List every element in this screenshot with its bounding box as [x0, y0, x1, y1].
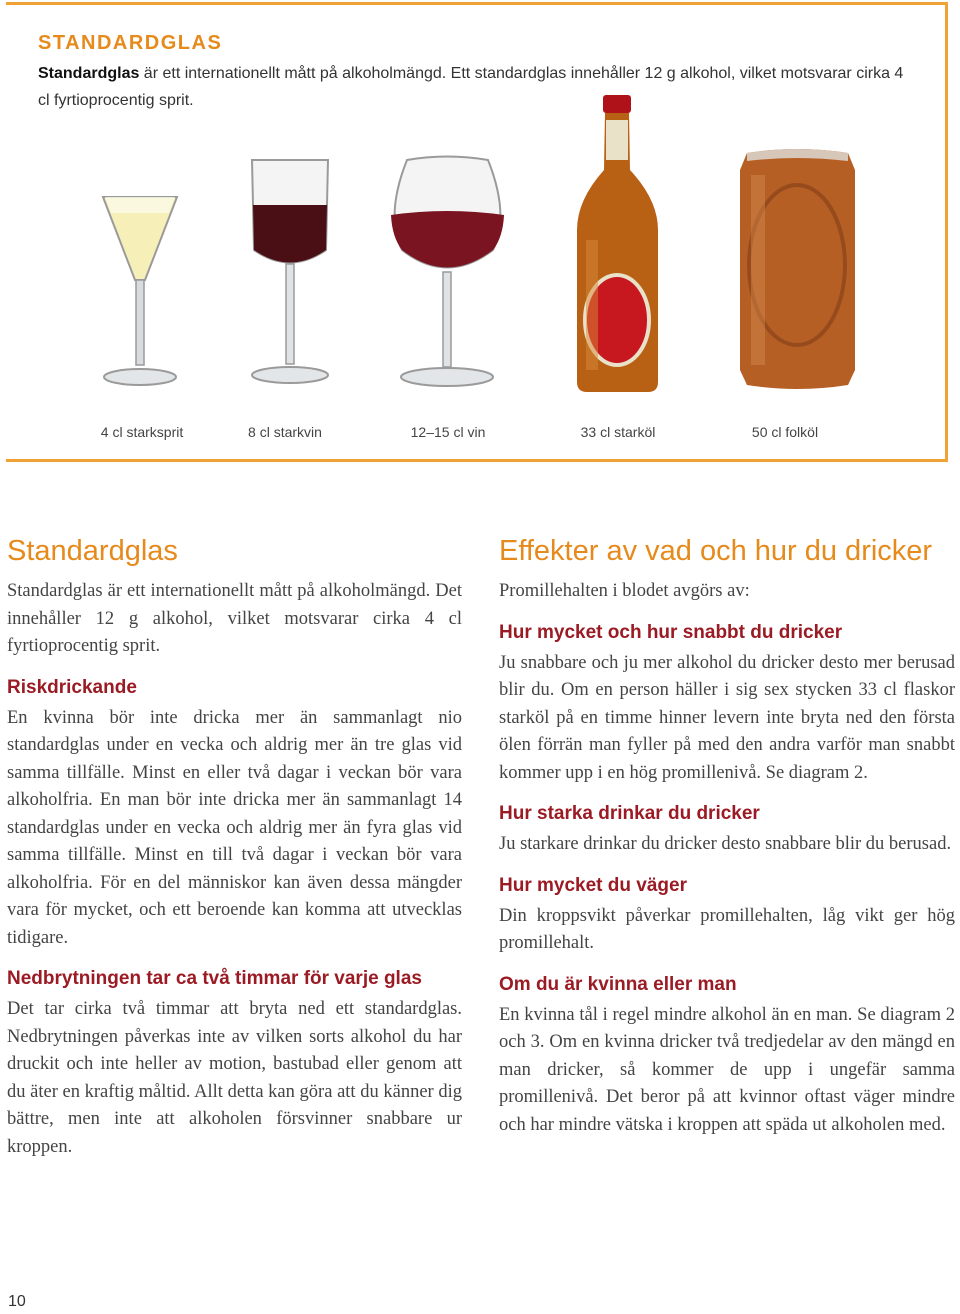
box-title: STANDARDGLAS	[38, 32, 223, 54]
text-hur-starka: Ju starkare drinkar du dricker desto snabbare blir du berusad.	[499, 834, 952, 854]
wine-glass-icon	[385, 155, 510, 390]
caption-light-beer: 50 cl folköl	[751, 424, 819, 440]
left-title: Standardglas	[7, 535, 178, 567]
left-intro: Standardglas är ett internationellt mått på alkoholmängd. Det innehåller 12 g alkohol, vilket motsvarar cirka 4 cl fyrtioprocentig sprit.	[7, 581, 462, 656]
heading-hur-mycket-vager: Hur mycket du väger	[499, 874, 687, 896]
text-hur-mycket-vager: Din kroppsvikt påverkar promillehalten, låg vikt ger hög promillehalt.	[499, 905, 955, 953]
box-intro-rest: är ett internationellt mått på alkoholmängd. Ett standardglas innehåller 12 g alkohol, vilket motsvarar cirka 4 cl fyrtioprocentig sprit.	[38, 65, 904, 109]
caption-fortified-wine: 8 cl starkvin	[248, 424, 322, 440]
box-border-fragment	[6, 459, 16, 462]
box-intro-bold: Standardglas	[38, 65, 140, 82]
text-kvinna-man: En kvinna tål i regel mindre alkohol än en man. Se diagram 2 och 3. Om en kvinna dricker två tredjedelar av den mängd en man dricker, så kommer de upp i ungefär samma promillenivå. Det beror på att kvinnor oftast väger mindre och har mindre vätska i kroppen att späda ut alkoholen med.	[499, 1004, 955, 1135]
right-intro: Promillehalten i blodet avgörs av:	[499, 581, 750, 601]
right-column	[499, 532, 955, 1139]
heading-hur-mycket-snabbt: Hur mycket och hur snabbt du dricker	[499, 621, 843, 643]
fortified-wine-glass-icon	[240, 150, 340, 390]
beer-bottle-icon	[570, 90, 665, 395]
caption-spirit: 4 cl starksprit	[100, 424, 184, 440]
caption-strong-beer: 33 cl starköl	[580, 424, 656, 440]
heading-hur-starka: Hur starka drinkar du dricker	[499, 803, 760, 824]
beer-can-icon	[735, 145, 860, 390]
page-number: 10	[8, 1293, 26, 1310]
text-nedbrytning: Det tar cirka två timmar att bryta ned ett standardglas. Nedbrytningen påverkas inte av vilken sorts alkohol du har druckit och inte heller av motion, bastubad eller genom att du äter en kraftig måltid. Allt detta kan göra att du känner dig bättre, men inte att alkoholen försvinner snabbare ur kroppen.	[7, 999, 462, 1157]
drink-illustrations	[0, 90, 960, 400]
text-hur-mycket-snabbt: Ju snabbare och ju mer alkohol du dricker desto mer berusad blir du. Om en person häller i sig sex stycken 33 cl flaskor starköl på en timme hinner levern inte bryta ned den första ölen förrän man fyller på med den andra varför man snabbt kommer upp i en hög promillenivå. Se diagram 2.	[499, 652, 955, 783]
heading-kvinna-man: Om du är kvinna eller man	[499, 973, 737, 995]
spirit-glass-icon	[95, 185, 185, 390]
text-riskdrickande: En kvinna bör inte dricka mer än sammanlagt nio standardglas under en vecka och aldrig mer än tre glas vid samma tillfälle. Minst en eller två dagar i veckan bör vara alkoholfria. En man bör inte dricka mer än sammanlagt 14 standardglas under en vecka och aldrig mer än fyra glas vid samma tillfälle. Minst en till två dagar i veckan bör vara alkoholfria. För en del människor kan även dessa mängder vara för mycket, och ett beroende kan komma att utvecklas tidigare.	[7, 707, 462, 948]
heading-nedbrytning: Nedbrytningen tar ca två timmar för varje glas	[7, 968, 422, 989]
right-title: Effekter av vad och hur du dricker	[499, 535, 933, 567]
caption-wine: 12–15 cl vin	[410, 424, 486, 440]
heading-riskdrickande: Riskdrickande	[7, 676, 137, 698]
left-column	[7, 532, 462, 1161]
